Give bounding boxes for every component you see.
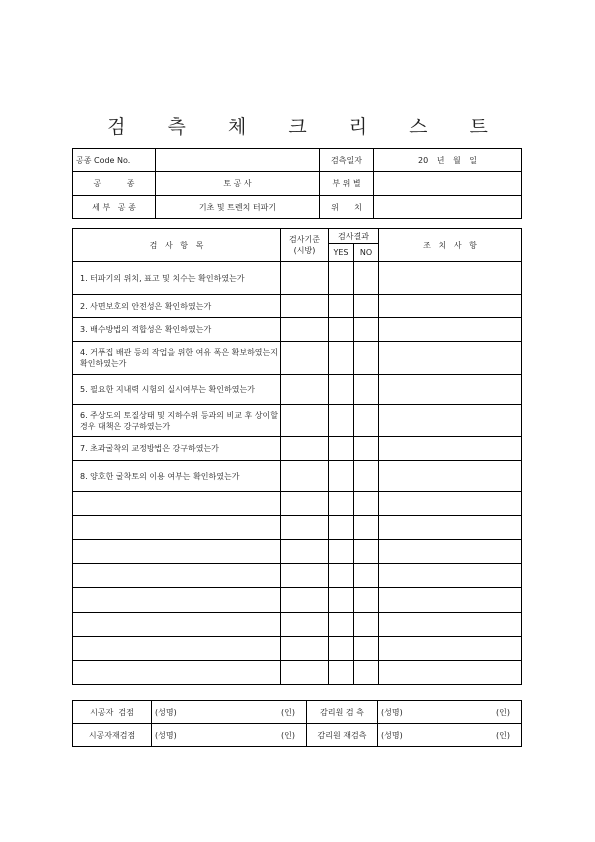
contractor-seal: (인)	[281, 707, 295, 717]
item-cell[interactable]	[73, 637, 281, 661]
criteria-cell[interactable]	[281, 295, 329, 318]
checklist-empty-row	[73, 613, 522, 637]
checklist-row	[73, 375, 522, 405]
no-cell[interactable]	[354, 588, 379, 613]
action-cell[interactable]	[379, 613, 522, 637]
action-cell[interactable]	[379, 540, 522, 564]
no-cell[interactable]	[354, 262, 379, 295]
no-cell[interactable]	[354, 516, 379, 540]
checklist-row	[73, 461, 522, 492]
checklist-row	[73, 342, 522, 375]
page-title: 검 측 체 크 리 스 트	[107, 116, 506, 138]
item-cell[interactable]	[73, 588, 281, 613]
yes-cell[interactable]	[329, 437, 354, 461]
checklist-row	[73, 318, 522, 342]
action-cell[interactable]	[379, 295, 522, 318]
checklist-empty-row	[73, 564, 522, 588]
info-table	[72, 148, 522, 219]
no-cell[interactable]	[354, 661, 379, 685]
contractor-sign-field[interactable]	[152, 701, 307, 724]
checklist-empty-row	[73, 588, 522, 613]
no-cell[interactable]	[354, 375, 379, 405]
yes-cell[interactable]	[329, 375, 354, 405]
no-cell[interactable]	[354, 492, 379, 516]
col-header-items: 검 사 항 목	[73, 229, 281, 262]
item-cell[interactable]	[73, 613, 281, 637]
checklist-item-text: 1. 터파기의 위치, 표고 및 치수는 확인하였는가	[73, 262, 281, 295]
action-cell[interactable]	[379, 405, 522, 437]
checklist-item-text: 2. 사면보호의 안전성은 확인하였는가	[73, 295, 281, 318]
contractor-recheck-sign-name: (성명)	[155, 730, 177, 740]
yes-cell[interactable]	[329, 540, 354, 564]
contractor-label: 시공자 검점	[73, 701, 152, 724]
yes-cell[interactable]	[329, 661, 354, 685]
action-cell[interactable]	[379, 342, 522, 375]
criteria-cell[interactable]	[281, 375, 329, 405]
checklist-row	[73, 405, 522, 437]
checklist-row	[73, 295, 522, 318]
yes-cell[interactable]	[329, 637, 354, 661]
supervisor-recheck-sign-name: (성명)	[381, 730, 403, 740]
part-label: 부 위 별	[320, 172, 374, 196]
action-cell[interactable]	[379, 461, 522, 492]
criteria-cell[interactable]	[281, 405, 329, 437]
criteria-cell[interactable]	[281, 564, 329, 588]
checklist-empty-row	[73, 492, 522, 516]
signature-table	[72, 700, 522, 747]
location-label: 위 치	[320, 196, 374, 219]
no-cell[interactable]	[354, 613, 379, 637]
action-cell[interactable]	[379, 318, 522, 342]
checklist-row	[73, 262, 522, 295]
action-cell[interactable]	[379, 637, 522, 661]
checklist-empty-row	[73, 637, 522, 661]
no-cell[interactable]	[354, 437, 379, 461]
criteria-cell[interactable]	[281, 342, 329, 375]
contractor-recheck-label: 시공자재검점	[73, 724, 152, 747]
no-cell[interactable]	[354, 637, 379, 661]
criteria-cell[interactable]	[281, 588, 329, 613]
inspect-date-value[interactable]: 20 년 월 일	[374, 149, 522, 172]
checklist-item-text: 8. 양호한 굴착토의 이용 여부는 확인하였는가	[73, 461, 281, 492]
criteria-cell[interactable]	[281, 540, 329, 564]
item-cell[interactable]	[73, 516, 281, 540]
supervisor-label: 감리원 검 측	[307, 701, 378, 724]
criteria-cell[interactable]	[281, 262, 329, 295]
location-value[interactable]	[374, 196, 522, 219]
work-type-label: 공 종	[73, 172, 156, 196]
checklist-row	[73, 437, 522, 461]
yes-cell[interactable]	[329, 588, 354, 613]
yes-cell[interactable]	[329, 342, 354, 375]
supervisor-sign-field[interactable]	[378, 701, 522, 724]
item-cell[interactable]	[73, 492, 281, 516]
action-cell[interactable]	[379, 588, 522, 613]
criteria-cell[interactable]	[281, 613, 329, 637]
col-header-criteria-line1: 검사기준	[289, 235, 320, 244]
col-header-action: 조 치 사 항	[379, 229, 522, 262]
col-header-result: 검사결과	[329, 229, 379, 244]
work-code-label: 공종 Code No.	[73, 149, 156, 172]
col-header-criteria	[281, 229, 329, 262]
contractor-sign-name: (성명)	[155, 707, 177, 717]
criteria-cell[interactable]	[281, 437, 329, 461]
action-cell[interactable]	[379, 437, 522, 461]
supervisor-recheck-sign-field[interactable]	[378, 724, 522, 747]
work-code-value[interactable]	[156, 149, 320, 172]
work-type-value[interactable]: 토 공 사	[156, 172, 320, 196]
criteria-cell[interactable]	[281, 492, 329, 516]
criteria-cell[interactable]	[281, 318, 329, 342]
no-cell[interactable]	[354, 342, 379, 375]
checklist-item-text: 7. 초과굴착의 교정방법은 강구하였는가	[73, 437, 281, 461]
action-cell[interactable]	[379, 262, 522, 295]
contractor-recheck-sign-field[interactable]	[152, 724, 307, 747]
item-cell[interactable]	[73, 564, 281, 588]
supervisor-sign-name: (성명)	[381, 707, 403, 717]
col-header-criteria-line2: (시방)	[293, 246, 316, 255]
checklist-empty-row	[73, 540, 522, 564]
supervisor-seal: (인)	[496, 707, 510, 717]
no-cell[interactable]	[354, 461, 379, 492]
contractor-recheck-seal: (인)	[281, 730, 295, 740]
checklist-item-text: 3. 배수방법의 적합성은 확인하였는가	[73, 318, 281, 342]
checklist-item-text: 5. 필요한 지내력 시험의 실시여부는 확인하였는가	[73, 375, 281, 405]
item-cell[interactable]	[73, 661, 281, 685]
checklist-item-text: 4. 거푸집 배관 등의 작업을 위한 여유 폭은 확보하였는지 확인하였는가	[73, 342, 281, 375]
supervisor-recheck-label: 감리원 재검측	[307, 724, 378, 747]
detail-value[interactable]: 기초 및 트렌치 터파기	[156, 196, 320, 219]
yes-cell[interactable]	[329, 564, 354, 588]
col-header-no: NO	[354, 244, 379, 262]
yes-cell[interactable]	[329, 318, 354, 342]
criteria-cell[interactable]	[281, 516, 329, 540]
item-cell[interactable]	[73, 540, 281, 564]
criteria-cell[interactable]	[281, 661, 329, 685]
checklist-item-text: 6. 주상도의 토질상태 및 지하수위 등과의 비교 후 상이할 경우 대책은 강구하였는가	[73, 405, 281, 437]
part-value[interactable]	[374, 172, 522, 196]
no-cell[interactable]	[354, 295, 379, 318]
checklist-empty-row	[73, 516, 522, 540]
action-cell[interactable]	[379, 516, 522, 540]
yes-cell[interactable]	[329, 461, 354, 492]
col-header-yes: YES	[329, 244, 354, 262]
no-cell[interactable]	[354, 540, 379, 564]
no-cell[interactable]	[354, 405, 379, 437]
detail-label: 세 부 공 종	[73, 196, 156, 219]
yes-cell[interactable]	[329, 295, 354, 318]
yes-cell[interactable]	[329, 613, 354, 637]
criteria-cell[interactable]	[281, 461, 329, 492]
action-cell[interactable]	[379, 492, 522, 516]
action-cell[interactable]	[379, 564, 522, 588]
action-cell[interactable]	[379, 661, 522, 685]
no-cell[interactable]	[354, 564, 379, 588]
supervisor-recheck-seal: (인)	[496, 730, 510, 740]
yes-cell[interactable]	[329, 405, 354, 437]
checklist-table	[72, 228, 522, 685]
no-cell[interactable]	[354, 318, 379, 342]
yes-cell[interactable]	[329, 492, 354, 516]
checklist-empty-row	[73, 661, 522, 685]
criteria-cell[interactable]	[281, 637, 329, 661]
yes-cell[interactable]	[329, 262, 354, 295]
inspect-date-label: 검측일자	[320, 149, 374, 172]
action-cell[interactable]	[379, 375, 522, 405]
yes-cell[interactable]	[329, 516, 354, 540]
